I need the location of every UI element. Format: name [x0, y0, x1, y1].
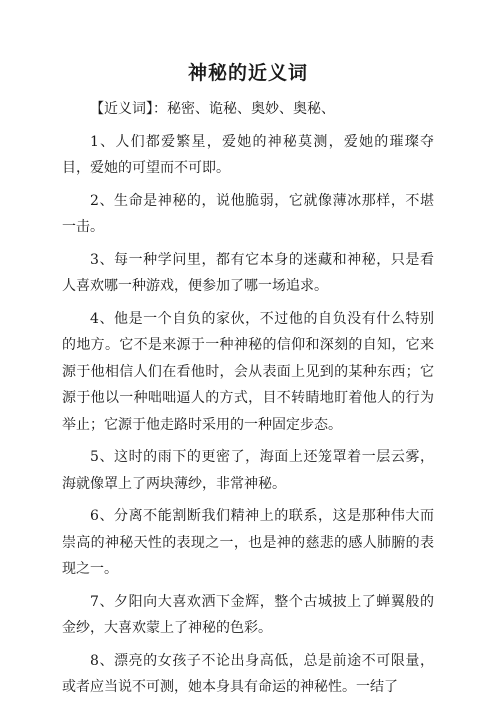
synonyms-line: 【近义词】：秘密、诡秘、奥妙、奥秘、: [90, 101, 335, 117]
example-sentence-2: 2、生命是神秘的，说他脆弱，它就像薄冰那样，不堪一击。: [62, 192, 434, 235]
example-sentence-6: 6、分离不能割断我们精神上的联系，这是那种伟大而崇高的神秘天性的表现之一，也是神的慈悲的感人肺腑的表现之一。: [62, 508, 434, 577]
example-sentence-7: 7、夕阳向大喜欢洒下金辉，整个古城披上了蝉翼般的金纱，大喜欢蒙上了神秘的色彩。: [62, 593, 434, 636]
example-sentence-4: 4、他是一个自负的家伙，不过他的自负没有什么特别的地方。它不是来源于一种神秘的信仰和深刻的自知，它来源于他相信人们在看他时，会从表面上见到的某种东西；它源于他以一种咄咄逼人的方式，目不转睛地盯着他人的行为举止；它源于他走路时采用的一种固定步态。: [62, 310, 434, 433]
example-sentence-1: 1、人们都爱繁星，爱她的神秘莫测，爱她的璀璨夺目，爱她的可望而不可即。: [62, 133, 434, 176]
example-sentence-3: 3、每一种学问里，都有它本身的迷藏和神秘，只是看人喜欢哪一种游戏，便参加了哪一场追求。: [62, 251, 434, 294]
example-sentence-8: 8、漂亮的女孩子不论出身高低，总是前途不可限量，或者应当说不可测，她本身具有命运的神秘性。一结了: [62, 652, 434, 695]
document-page: [62, 58, 434, 707]
example-sentence-5: 5、这时的雨下的更密了，海面上还笼罩着一层云雾，海就像罩上了两块薄纱，非常神秘。: [62, 449, 434, 492]
page-title: 神秘的近义词: [187, 62, 308, 84]
